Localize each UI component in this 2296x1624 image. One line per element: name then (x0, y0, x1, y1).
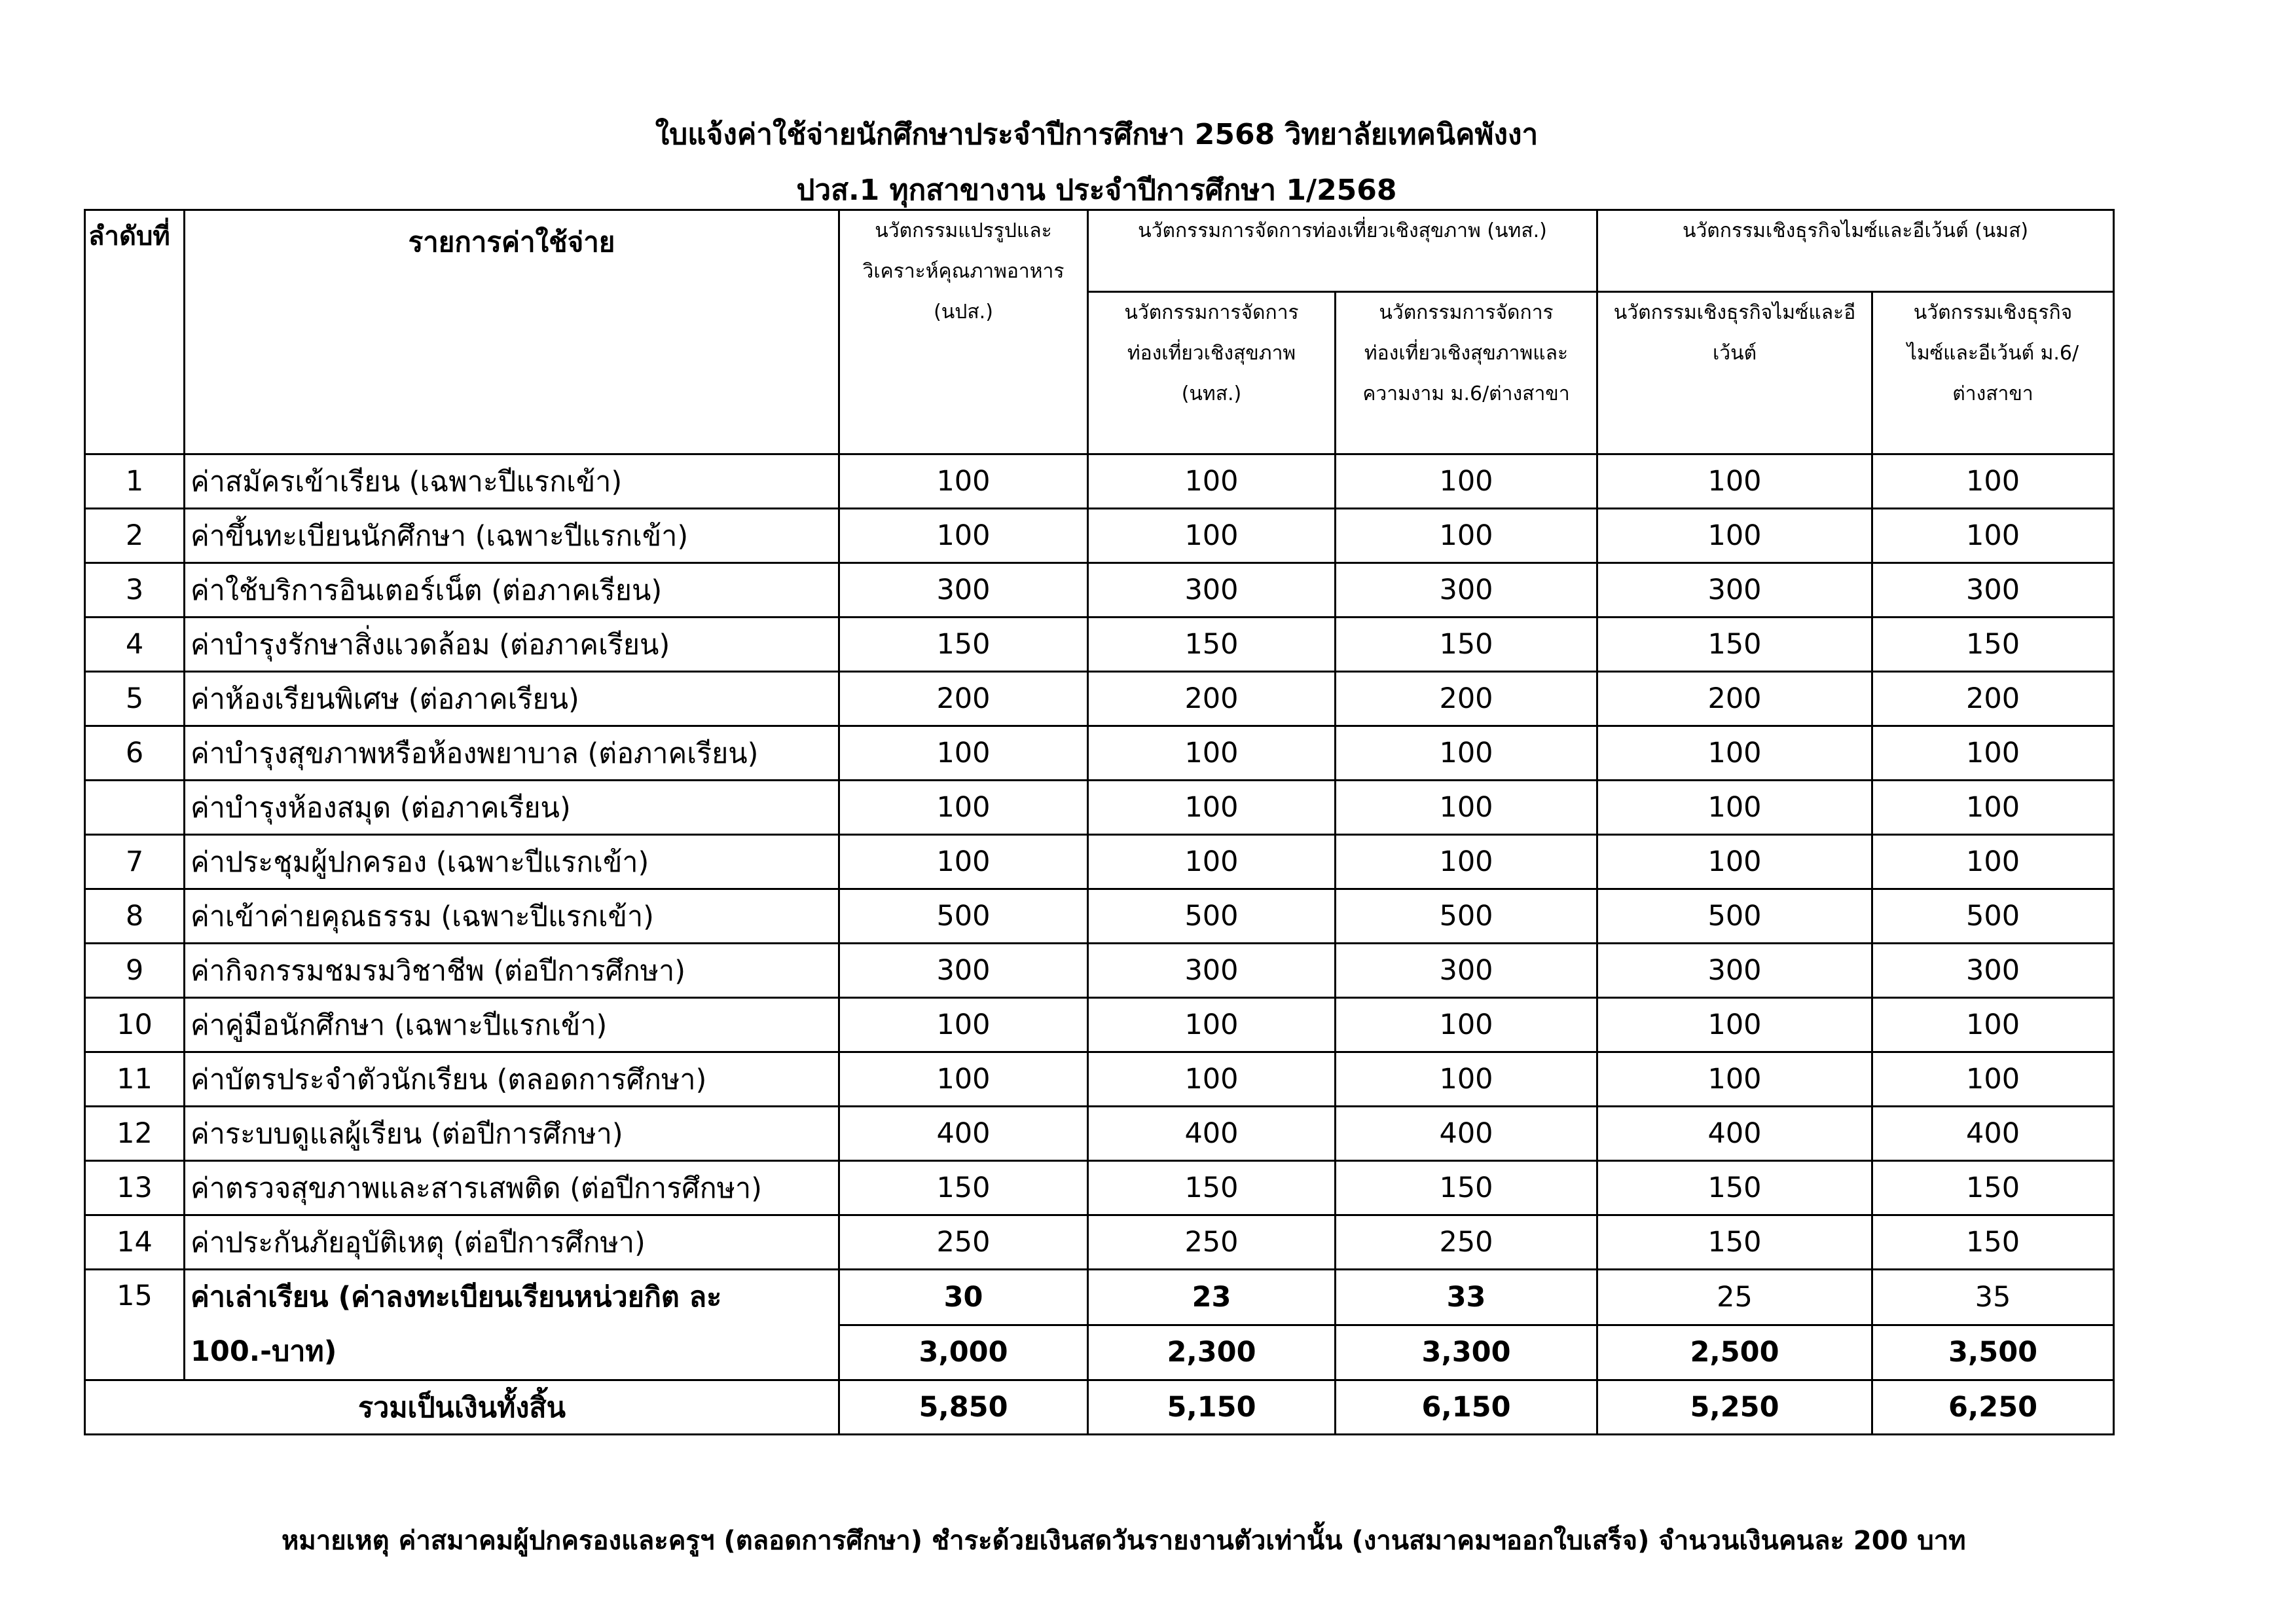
header-group-c2-line3: ต่างสาขา (1952, 382, 2033, 405)
header-group-c1 (1597, 292, 1872, 454)
header-no: ลำดับที่ (85, 210, 185, 454)
row-amount: 300 (839, 563, 1088, 618)
row-number: 9 (85, 944, 185, 998)
row-amount: 100 (1597, 835, 1872, 889)
row-item: ค่ากิจกรรมชมรมวิชาชีพ (ต่อปีการศึกษา) (185, 944, 839, 998)
table-row (85, 618, 2114, 672)
row-amount: 300 (1088, 944, 1336, 998)
row-amount: 100 (1336, 835, 1597, 889)
row-amount: 100 (1872, 454, 2114, 509)
header-group-c2 (1872, 292, 2114, 454)
header-group-b1-line3: (นทส.) (1181, 382, 1242, 405)
row-amount: 100 (1597, 726, 1872, 781)
row-amount: 150 (1336, 618, 1597, 672)
row-amount: 100 (1597, 998, 1872, 1052)
total-label: รวมเป็นเงินทั้งสิ้น (85, 1380, 839, 1435)
table-row (85, 454, 2114, 509)
row-amount: 300 (1336, 944, 1597, 998)
table-row (85, 1161, 2114, 1215)
table-row (85, 1107, 2114, 1161)
row-amount: 150 (1597, 1161, 1872, 1215)
row-item: ค่าเข้าค่ายคุณธรรม (เฉพาะปีแรกเข้า) (185, 889, 839, 944)
row-amount: 100 (1336, 998, 1597, 1052)
row-amount: 300 (1872, 563, 2114, 618)
row-amount: 100 (1336, 454, 1597, 509)
row-amount: 500 (1088, 889, 1336, 944)
row-amount: 100 (839, 509, 1088, 563)
table-row (85, 944, 2114, 998)
row-amount: 500 (1597, 889, 1872, 944)
row-number: 12 (85, 1107, 185, 1161)
tuition-no: 15 (85, 1270, 185, 1380)
row-number: 14 (85, 1215, 185, 1270)
header-group-b1 (1088, 292, 1336, 454)
row-amount: 150 (1872, 1161, 2114, 1215)
row-amount: 100 (1872, 998, 2114, 1052)
tuition-amount: 2,300 (1088, 1325, 1336, 1380)
row-number (85, 781, 185, 835)
row-amount: 100 (1088, 998, 1336, 1052)
row-amount: 100 (839, 998, 1088, 1052)
header-group-b1-line1: นวัตกรรมการจัดการ (1124, 301, 1299, 324)
row-amount: 100 (1597, 781, 1872, 835)
tuition-amount: 2,500 (1597, 1325, 1872, 1380)
row-amount: 300 (1597, 944, 1872, 998)
row-amount: 100 (1336, 781, 1597, 835)
header-group-c1-line1: นวัตกรรมเชิงธุรกิจไมซ์และอี (1613, 301, 1856, 324)
row-amount: 400 (1597, 1107, 1872, 1161)
table-row (85, 563, 2114, 618)
row-amount: 100 (1088, 781, 1336, 835)
row-number: 1 (85, 454, 185, 509)
tuition-item (185, 1270, 839, 1380)
row-number: 3 (85, 563, 185, 618)
header-group-a (839, 210, 1088, 454)
table-row (85, 672, 2114, 726)
row-number: 4 (85, 618, 185, 672)
row-amount: 100 (1088, 835, 1336, 889)
row-amount: 100 (1088, 1052, 1336, 1107)
row-amount: 500 (1336, 889, 1597, 944)
header-group-a-line2: วิเคราะห์คุณภาพอาหาร (862, 260, 1065, 283)
row-amount: 250 (1088, 1215, 1336, 1270)
row-amount: 250 (839, 1215, 1088, 1270)
row-item: ค่าบัตรประจำตัวนักเรียน (ตลอดการศึกษา) (185, 1052, 839, 1107)
total-value: 5,150 (1088, 1380, 1336, 1435)
row-amount: 150 (1597, 618, 1872, 672)
table-row (85, 835, 2114, 889)
header-group-b2 (1336, 292, 1597, 454)
table-row (85, 889, 2114, 944)
row-item: ค่าขึ้นทะเบียนนักศึกษา (เฉพาะปีแรกเข้า) (185, 509, 839, 563)
total-value: 6,150 (1336, 1380, 1597, 1435)
row-item: ค่าสมัครเข้าเรียน (เฉพาะปีแรกเข้า) (185, 454, 839, 509)
row-amount: 200 (1336, 672, 1597, 726)
table-row (85, 781, 2114, 835)
header-item: รายการค่าใช้จ่าย (185, 210, 839, 454)
row-item: ค่าระบบดูแลผู้เรียน (ต่อปีการศึกษา) (185, 1107, 839, 1161)
row-amount: 500 (1872, 889, 2114, 944)
row-amount: 100 (1336, 726, 1597, 781)
row-amount: 100 (1872, 835, 2114, 889)
header-group-b2-line3: ความงาม ม.6/ต่างสาขา (1362, 382, 1570, 405)
row-number: 13 (85, 1161, 185, 1215)
header-group-a-line1: นวัตกรรมแปรรูปและ (875, 219, 1052, 242)
row-item: ค่าบำรุงรักษาสิ่งแวดล้อม (ต่อภาคเรียน) (185, 618, 839, 672)
row-amount: 100 (1597, 509, 1872, 563)
row-amount: 100 (1336, 509, 1597, 563)
header-row-1 (85, 210, 2114, 292)
row-item: ค่าบำรุงห้องสมุด (ต่อภาคเรียน) (185, 781, 839, 835)
tuition-amount: 3,500 (1872, 1325, 2114, 1380)
row-amount: 200 (1872, 672, 2114, 726)
total-value: 6,250 (1872, 1380, 2114, 1435)
table-row (85, 1052, 2114, 1107)
row-item: ค่าคู่มือนักศึกษา (เฉพาะปีแรกเข้า) (185, 998, 839, 1052)
row-amount: 150 (1872, 1215, 2114, 1270)
row-item: ค่าบำรุงสุขภาพหรือห้องพยาบาล (ต่อภาคเรียน) (185, 726, 839, 781)
tuition-credits: 25 (1597, 1270, 1872, 1325)
row-amount: 100 (1088, 454, 1336, 509)
table-row (85, 1215, 2114, 1270)
row-amount: 100 (1336, 1052, 1597, 1107)
row-amount: 150 (1336, 1161, 1597, 1215)
row-number: 7 (85, 835, 185, 889)
row-amount: 200 (1088, 672, 1336, 726)
tuition-amount: 3,300 (1336, 1325, 1597, 1380)
row-amount: 300 (1597, 563, 1872, 618)
row-item: ค่าห้องเรียนพิเศษ (ต่อภาคเรียน) (185, 672, 839, 726)
row-number: 6 (85, 726, 185, 781)
row-amount: 250 (1336, 1215, 1597, 1270)
row-item: ค่าประชุมผู้ปกครอง (เฉพาะปีแรกเข้า) (185, 835, 839, 889)
row-amount: 500 (839, 889, 1088, 944)
row-amount: 200 (839, 672, 1088, 726)
header-group-c2-line2: ไมซ์และอีเว้นต์ ม.6/ (1906, 342, 2079, 365)
document-title: ใบแจ้งค่าใช้จ่ายนักศึกษาประจำปีการศึกษา 2568 วิทยาลัยเทคนิคพังงา (655, 118, 1539, 151)
row-item: ค่าประกันภัยอุบัติเหตุ (ต่อปีการศึกษา) (185, 1215, 839, 1270)
row-amount: 100 (839, 726, 1088, 781)
total-value: 5,850 (839, 1380, 1088, 1435)
tuition-credits: 30 (839, 1270, 1088, 1325)
row-amount: 400 (839, 1107, 1088, 1161)
row-number: 5 (85, 672, 185, 726)
row-amount: 150 (839, 618, 1088, 672)
row-amount: 100 (1872, 509, 2114, 563)
total-row (85, 1380, 2114, 1435)
tuition-credits: 33 (1336, 1270, 1597, 1325)
tuition-amount: 3,000 (839, 1325, 1088, 1380)
row-number: 8 (85, 889, 185, 944)
expense-table (84, 209, 2115, 1435)
row-amount: 100 (1597, 1052, 1872, 1107)
row-amount: 100 (1088, 726, 1336, 781)
row-amount: 300 (1088, 563, 1336, 618)
row-number: 11 (85, 1052, 185, 1107)
header-group-c: นวัตกรรมเชิงธุรกิจไมซ์และอีเว้นต์ (นมส) (1597, 210, 2114, 292)
row-amount: 150 (1088, 618, 1336, 672)
header-group-b2-line1: นวัตกรรมการจัดการ (1379, 301, 1554, 324)
table-row (85, 509, 2114, 563)
header-group-b2-line2: ท่องเที่ยวเชิงสุขภาพและ (1364, 342, 1569, 365)
tuition-item-line2: 100.-บาท) (191, 1335, 337, 1368)
row-item: ค่าใช้บริการอินเตอร์เน็ต (ต่อภาคเรียน) (185, 563, 839, 618)
header-group-a-line3: (นปส.) (934, 301, 993, 323)
row-amount: 100 (1872, 726, 2114, 781)
row-amount: 100 (1872, 1052, 2114, 1107)
header-group-c2-line1: นวัตกรรมเชิงธุรกิจ (1913, 301, 2073, 324)
row-amount: 100 (1872, 781, 2114, 835)
row-amount: 150 (1597, 1215, 1872, 1270)
row-amount: 400 (1872, 1107, 2114, 1161)
total-value: 5,250 (1597, 1380, 1872, 1435)
tuition-item-line1: ค่าเล่าเรียน (ค่าลงทะเบียนเรียนหน่วยกิต ละ (191, 1281, 722, 1314)
table-row (85, 726, 2114, 781)
row-amount: 150 (1088, 1161, 1336, 1215)
row-amount: 100 (1088, 509, 1336, 563)
row-amount: 400 (1336, 1107, 1597, 1161)
row-amount: 200 (1597, 672, 1872, 726)
row-amount: 100 (839, 1052, 1088, 1107)
footnote: หมายเหตุ ค่าสมาคมผู้ปกครองและครูฯ (ตลอดการศึกษา) ชำระด้วยเงินสดวันรายงานตัวเท่านั้น (งานสมาคมฯออกใบเสร็จ) จำนวนเงินคนละ 200 บาท (282, 1526, 1966, 1556)
row-amount: 100 (839, 835, 1088, 889)
row-amount: 300 (839, 944, 1088, 998)
tuition-credits: 35 (1872, 1270, 2114, 1325)
row-amount: 300 (1872, 944, 2114, 998)
row-item: ค่าตรวจสุขภาพและสารเสพติด (ต่อปีการศึกษา) (185, 1161, 839, 1215)
table-row (85, 998, 2114, 1052)
row-amount: 300 (1336, 563, 1597, 618)
tuition-row-credits (85, 1270, 2114, 1325)
header-group-b: นวัตกรรมการจัดการท่องเที่ยวเชิงสุขภาพ (นทส.) (1088, 210, 1597, 292)
header-group-c1-line2: เว้นต์ (1712, 342, 1757, 365)
row-amount: 150 (1872, 618, 2114, 672)
document-subtitle: ปวส.1 ทุกสาขางาน ประจำปีการศึกษา 1/2568 (796, 174, 1397, 207)
tuition-credits: 23 (1088, 1270, 1336, 1325)
table-body (85, 454, 2114, 1270)
row-amount: 100 (839, 781, 1088, 835)
row-amount: 150 (839, 1161, 1088, 1215)
row-number: 2 (85, 509, 185, 563)
row-amount: 400 (1088, 1107, 1336, 1161)
row-amount: 100 (1597, 454, 1872, 509)
row-number: 10 (85, 998, 185, 1052)
row-amount: 100 (839, 454, 1088, 509)
header-group-b1-line2: ท่องเที่ยวเชิงสุขภาพ (1127, 342, 1296, 365)
